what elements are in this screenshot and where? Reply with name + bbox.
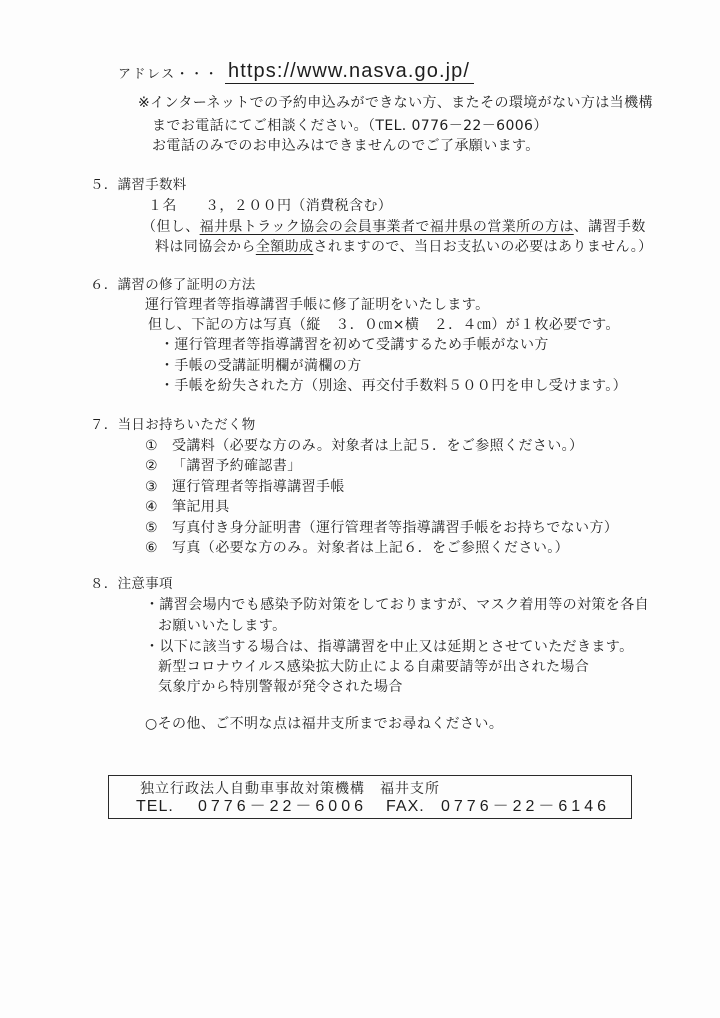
fee-note-2-underlined: 全額助成 [255,239,314,255]
section6-bullet: ・手帳を紛失された方（別途、再交付手数料５００円を申し受けます。） [160,378,628,394]
item-text: 運行管理者等指導講習手帳 [172,479,345,495]
caution-bullet-2: ・以下に該当する場合は、指導講習を中止又は延期とさせていただきます。 [145,639,634,655]
address-label: アドレス・・・ [118,67,220,82]
website-link[interactable]: https://www.nasva.go.jp/ [225,59,474,84]
notice-line-1: ※インターネットでの予約申込みができない方、またその環境がない方は当機構 [138,95,653,111]
section5-heading: ５．講習手数料 [90,177,187,193]
fax-label: FAX. [386,798,425,815]
fee-note-1-post: 、講習手数 [573,219,646,235]
closing-note: ○その他、ご不明な点は福井支所までお尋ねください。 [145,716,504,732]
notice-line-3: お電話のみでのお申込みはできませんのでご了承願います。 [152,138,540,154]
item-number: ⑥ [145,540,158,556]
item-number: ⑤ [145,520,158,536]
fee-note-2-post: されますので、当日お支払いの必要はありません。） [313,239,653,255]
section7-heading: ７．当日お持ちいただく物 [90,417,256,433]
section6-bullet: ・手帳の受講証明欄が満欄の方 [160,358,362,374]
section6-line-2: 但し、下記の方は写真（縦 ３．０㎝×横 ２．４㎝）が１枚必要です。 [148,317,620,333]
tel-label: TEL. [136,798,174,815]
fee-note-1-pre: （但し、 [142,219,200,235]
section8-heading: ８．注意事項 [90,576,173,592]
fee-note-line-1 [142,217,646,237]
section6-bullet: ・運行管理者等指導講習を初めて受講するため手帳がない方 [160,337,549,353]
contact-box [108,775,632,819]
fax-number: 0776－22－6146 [441,798,610,815]
fee-note-2-pre: 料は同協会から [155,239,256,255]
item-text: 写真付き身分証明書（運行管理者等指導講習手帳をお持ちでない方） [172,520,619,536]
item-text: 「講習予約確認書」 [172,458,302,474]
fee-note-line-2 [155,237,653,257]
item-text: 筆記用具 [172,499,230,515]
contact-organization: 独立行政法人自動車事故対策機構 福井支所 [140,781,440,797]
caution-bullet-1: ・講習会場内でも感染予防対策をしておりますが、マスク着用等の対策を各自 [145,597,649,613]
item-text: 写真（必要な方のみ。対象者は上記６．をご参照ください。） [172,540,570,556]
item-text: 受講料（必要な方のみ。対象者は上記５．をご参照ください。） [172,438,584,454]
section6-heading: ６．講習の修了証明の方法 [90,277,256,293]
item-number: ③ [145,479,158,495]
fee-note-1-underlined: 福井県トラック協会の会員事業者で福井県の営業所の方は [199,219,574,235]
caution-bullet-2-case: 新型コロナウイルス感染拡大防止による自粛要請等が出された場合 [158,659,590,675]
notice-line-2: までお電話にてご相談ください。（TEL. 0776－22－6006） [152,118,548,134]
section6-line-1: 運行管理者等指導講習手帳に修了証明をいたします。 [145,297,490,313]
fee-count: １名 [148,198,177,214]
caution-bullet-2-case: 気象庁から特別警報が発令された場合 [158,679,403,695]
item-number: ① [145,438,158,454]
caution-bullet-1-cont: お願いいたします。 [158,618,287,634]
fee-amount: ３，２００円（消費税含む） [205,198,393,214]
tel-number: 0776－22－6006 [198,798,367,815]
item-number: ④ [145,499,158,515]
item-number: ② [145,458,158,474]
